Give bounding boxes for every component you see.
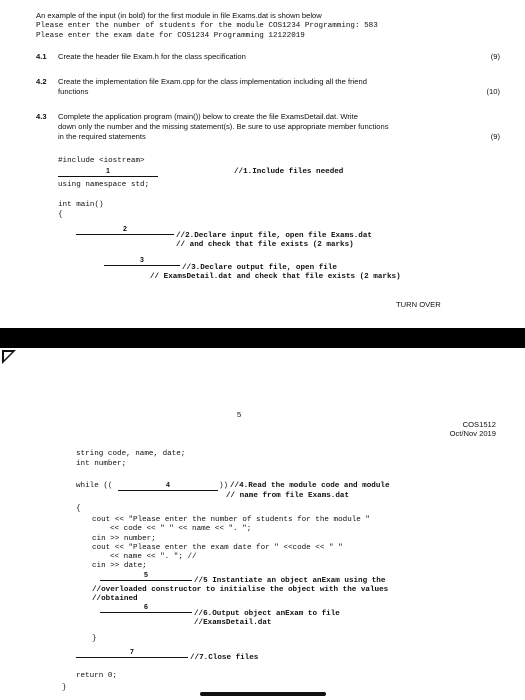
course-code: COS1512 — [462, 420, 496, 429]
code-decl-int: int number; — [76, 460, 127, 468]
question-4-3-text-1: Complete the application program (main()) below to create the file ExamsDetail.dat. Write — [58, 112, 358, 121]
question-4-3-number: 4.3 — [36, 112, 47, 121]
code-loop-open: { — [76, 505, 81, 513]
blank-6: 6 — [100, 603, 192, 613]
question-4-2-number: 4.2 — [36, 77, 47, 86]
question-4-1-marks: (9) — [490, 52, 500, 61]
blank-1: 1 — [58, 167, 158, 177]
document-page-1 — [0, 0, 525, 328]
blank-4: 4 — [118, 481, 218, 491]
code-decl-strings: string code, name, date; — [76, 450, 186, 458]
question-4-2-text-1: Create the implementation file Exam.cpp for the class implementation including all the friend — [58, 77, 367, 86]
comment-5-line-3: //obtained — [92, 595, 138, 603]
comment-1: //1.Include files needed — [234, 168, 344, 176]
comment-2-line-1: //2.Declare input file, open file Exams.dat — [176, 232, 372, 240]
comment-5-line-1: //5 Instantiate an object anExam using the — [194, 577, 386, 585]
code-namespace: using namespace std; — [58, 181, 150, 189]
comment-5-line-2: //overloaded constructor to initialise the object with the values — [92, 586, 389, 594]
comment-2-line-2: // and check that file exists (2 marks) — [176, 241, 354, 249]
code-cout-2a: cout << "Please enter the exam date for " <<code << " " — [92, 544, 343, 552]
comment-6-line-1: //6.Output object anExam to file — [194, 610, 340, 618]
home-indicator-bar[interactable] — [200, 692, 326, 696]
code-cout-1b: << code << " " << name << ". "; — [110, 525, 252, 533]
code-cin-2: cin >> date; — [92, 562, 147, 570]
comment-3-line-2: // ExamsDetail.dat and check that file exists (2 marks) — [150, 273, 401, 281]
document-page-2 — [0, 348, 525, 700]
sample-prompt-line-1: Please enter the number of students for the module COS1234 Programming: 583 — [36, 22, 378, 30]
question-4-3-marks: (9) — [490, 132, 500, 141]
question-4-2-marks: (10) — [486, 87, 500, 96]
comment-4-line-1: //4.Read the module code and module — [230, 482, 390, 490]
code-cin-1: cin >> number; — [92, 535, 156, 543]
comment-7: //7.Close files — [190, 654, 259, 662]
question-4-1-number: 4.1 — [36, 52, 47, 61]
turn-over-label: TURN OVER — [396, 300, 441, 309]
code-main: int main() — [58, 201, 104, 209]
blank-5: 5 — [100, 571, 192, 581]
comment-4-line-2: // name from file Exams.dat — [226, 492, 350, 500]
comment-3-line-1: //3.Declare output file, open file — [182, 264, 337, 272]
page-number: 5 — [237, 410, 242, 419]
question-4-3-text-2: down only the number and the missing statement(s). Be sure to use appropriate member functions — [58, 122, 389, 131]
code-cout-2b: << name << ". "; // — [110, 553, 197, 561]
blank-2: 2 — [76, 225, 174, 235]
question-4-1-text: Create the header file Exam.h for the class specification — [58, 52, 246, 61]
blank-7: 7 — [76, 648, 188, 658]
code-return: return 0; — [76, 672, 118, 680]
intro-text: An example of the input (in bold) for the first module in file Exams.dat is shown below — [36, 11, 322, 20]
sample-prompt-line-2: Please enter the exam date for COS1234 Programming 12122019 — [36, 32, 305, 40]
code-include: #include <iostream> — [58, 157, 145, 165]
question-4-2-text-2: functions — [58, 87, 89, 96]
comment-6-line-2: //ExamsDetail.dat — [194, 619, 272, 627]
code-open-brace: { — [58, 211, 63, 219]
exam-session: Oct/Nov 2019 — [449, 429, 496, 438]
code-cout-1a: cout << "Please enter the number of students for the module " — [92, 516, 370, 524]
code-while-suffix: )) — [219, 482, 229, 490]
blank-3: 3 — [104, 256, 180, 266]
page-corner-triangle-inner — [4, 352, 12, 360]
question-4-3-text-3: in the required statements — [58, 132, 146, 141]
code-while-prefix: while (( — [76, 482, 113, 490]
code-main-close: } — [62, 684, 67, 692]
code-loop-close: } — [92, 635, 97, 643]
